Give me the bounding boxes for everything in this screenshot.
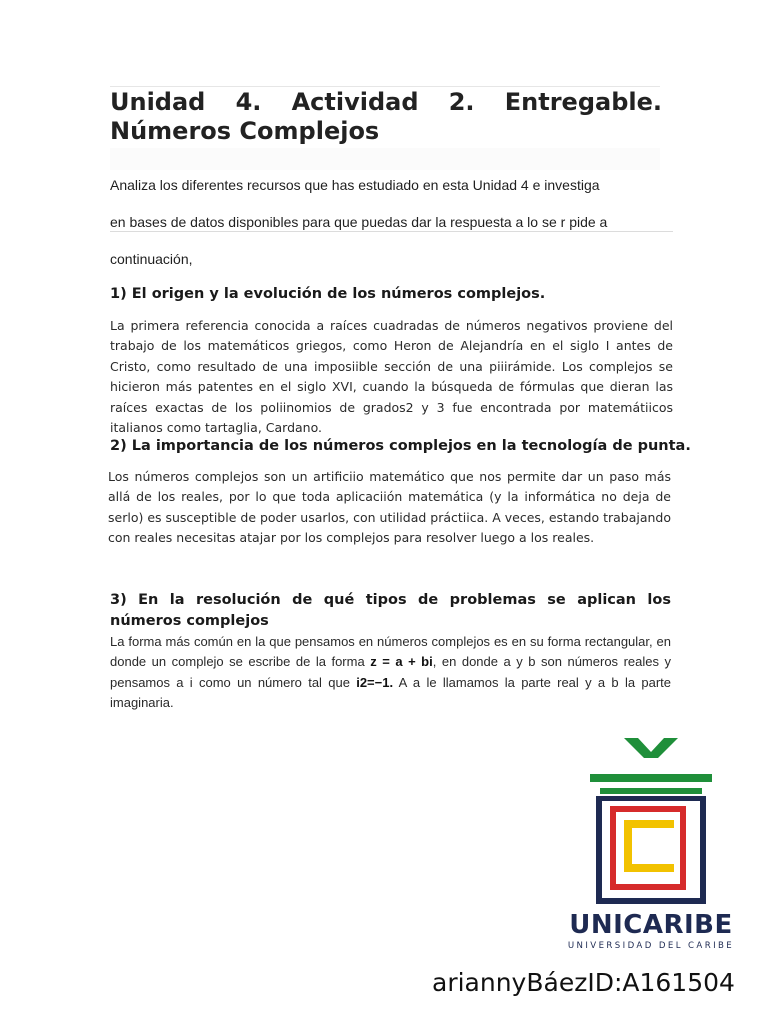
section-3-text-c: A a le llamamos la parte real y a b la parte imaginaria. bbox=[110, 674, 671, 711]
section-1-body: La primera referencia conocida a raíces cuadradas de números negativos proviene del trabajo de los matemáticos griegos, como Heron de Alejandría en el siglo I antes de Cristo, como resultado de una imposiible sección de una piiirámide. Los complejos se hicieron más patentes en el siglo XVI, cuando la búsqueda de fórmulas que dieran las raíces exactas de los poliinomios de grados2 y 3 fue encontrada por matemátiicos italianos como tartaglia, Cardano. bbox=[110, 318, 673, 436]
section-3-text-a: La forma más común en la que pensamos en números complejos es en su forma rectangular, en donde un complejo se escribe de la forma bbox=[110, 634, 671, 670]
intro-underline bbox=[110, 231, 673, 232]
intro-line-1: Analiza los diferentes recursos que has estudiado en esta Unidad 4 e investiga bbox=[110, 177, 600, 193]
logo-leaf-icon bbox=[624, 738, 678, 758]
author-id: ariannyBáezID:A161504 bbox=[432, 968, 735, 997]
section-2-heading: 2) La importancia de los números complejos en la tecnología de punta. bbox=[110, 438, 691, 454]
imaginary-unit-formula: i2=−1. bbox=[356, 674, 394, 690]
section-2-body: Los números complejos son un artificiio matemático que nos permite dar un paso más allá de los reales, por lo que toda aplicaciión matemática (y la informática no deja de serlo) es susceptible de poder usarlos, con utilidad práctiica. A veces, estando trabajando con reales necesitas atajar por los complejos para resolver luego a los reales. bbox=[108, 469, 672, 546]
top-divider bbox=[110, 86, 660, 87]
intro-line-3: continuación, bbox=[110, 251, 193, 267]
section-3-body bbox=[110, 632, 671, 714]
section-3-heading: 3) En la resolución de qué tipos de problemas se aplican los números complejos bbox=[110, 592, 671, 629]
title-background bbox=[110, 148, 660, 170]
logo-subtitle: UNIVERSIDAD DEL CARIBE bbox=[567, 941, 735, 951]
section-1-heading: 1) El origen y la evolución de los números complejos. bbox=[110, 286, 546, 302]
intro-line-2: en bases de datos disponibles para que puedas dar la respuesta a lo se r pide a bbox=[110, 214, 608, 230]
section-3-text-b: , en donde a y b son números reales y pensamos a i como un número tal que bbox=[110, 654, 671, 690]
complex-form-formula: z = a + bi bbox=[370, 654, 433, 670]
document-title: Unidad 4. Actividad 2. Entregable. Números Complejos bbox=[110, 88, 662, 145]
logo-wordmark: UNICARIBE bbox=[569, 910, 733, 940]
